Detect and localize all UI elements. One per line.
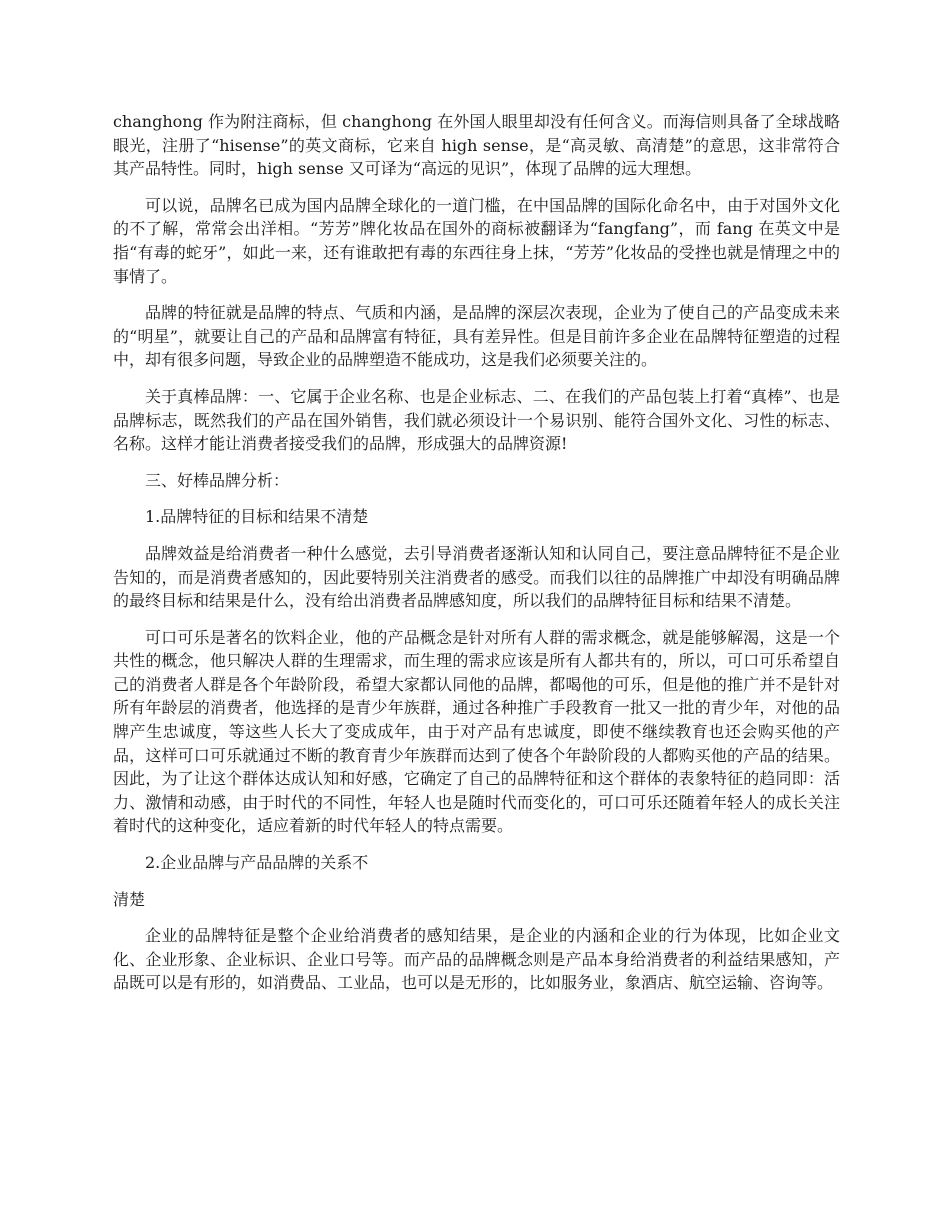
paragraph-changhong-hisense: changhong 作为附注商标，但 changhong 在外国人眼里却没有任何含义。而海信则具备了全球战略眼光，注册了“hisense”的英文商标，它来自 high sense，是“高灵敏、高清楚”的意思，这非常符合其产品特性。同时，high sense 又可译为“高远的见识”，体现了品牌的远大理想。 — [113, 112, 840, 179]
paragraph-coca-cola: 可口可乐是著名的饮料企业，他的产品概念是针对所有人群的需求概念，就是能够解渴，这是一个共性的概念，他只解决人群的生理需求，而生理的需求应该是所有人都共有的，所以，可口可乐希望自己的消费者人群是各个年龄阶段，希望大家都认同他的品牌，都喝他的可乐，但是他的推广并不是针对所有年龄层的消费者，他选择的是青少年族群，通过各种推广手段教育一批又一批的青少年，对他的品牌产生忠诚度，等这些人长大了变成成年，由于对产品有忠诚度，即使不继续教育也还会购买他的产品，这样可口可乐就通过不断的教育青少年族群而达到了使各个年龄阶段的人都购买他的产品的结果。因此，为了让这个群体达成认知和好感，它确定了自己的品牌特征和这个群体的表象特征的趋同即：活力、激情和动感，由于时代的不同性，年轻人也是随时代而变化的，可口可乐还随着年轻人的成长关注着时代的这种变化，适应着新的时代年轻人的特点需要。 — [113, 627, 840, 836]
paragraph-fangfang: 可以说，品牌名已成为国内品牌全球化的一道门槛，在中国品牌的国际化命名中，由于对国外文化的不了解，常常会出洋相。“芳芳”牌化妆品在国外的商标被翻译为“fangfang”，而 fang 在英文中是指“有毒的蛇牙”，如此一来，还有谁敢把有毒的东西往身上抹，“芳芳”化妆品的受挫也就是情理之中的事情了。 — [113, 195, 840, 286]
section-heading-analysis: 三、好棒品牌分析： — [145, 470, 290, 490]
paragraph-corporate-brand: 企业的品牌特征是整个企业给消费者的感知结果，是企业的内涵和企业的行为体现，比如企业文化、企业形象、企业标识、企业口号等。而产品的品牌概念则是产品本身给消费者的利益结果感知，产品既可以是有形的，如消费品、工业品，也可以是无形的，比如服务业，象酒店、航空运输、咨询等。 — [113, 926, 840, 993]
paragraph-brand-features: 品牌的特征就是品牌的特点、气质和内涵，是品牌的深层次表现，企业为了使自己的产品变成未来的“明星”，就要让自己的产品和品牌富有特征，具有差异性。但是目前许多企业在品牌特征塑造的过程中，却有很多问题，导致企业的品牌塑造不能成功，这是我们必须要关注的。 — [113, 303, 840, 370]
subheading-1: 1.品牌特征的目标和结果不清楚 — [145, 507, 369, 527]
subheading-2-continued: 清楚 — [113, 889, 146, 909]
paragraph-brand-benefit: 品牌效益是给消费者一种什么感觉，去引导消费者逐渐认知和认同自己，要注意品牌特征不是企业告知的，而是消费者感知的，因此要特别关注消费者的感受。而我们以往的品牌推广中却没有明确品牌的最终目标和结果是什么，没有给出消费者品牌感知度，所以我们的品牌特征目标和结果不清楚。 — [113, 543, 840, 611]
subheading-2: 2.企业品牌与产品品牌的关系不 — [145, 853, 369, 873]
document-body — [113, 110, 840, 1008]
paragraph-zhenbang: 关于真棒品牌：一、它属于企业名称、也是企业标志、二、在我们的产品包装上打着“真棒”、也是品牌标志，既然我们的产品在国外销售，我们就必须设计一个易识别、能符合国外文化、习性的标志、名称。这样才能让消费者接受我们的品牌，形成强大的品牌资源! — [113, 386, 840, 454]
